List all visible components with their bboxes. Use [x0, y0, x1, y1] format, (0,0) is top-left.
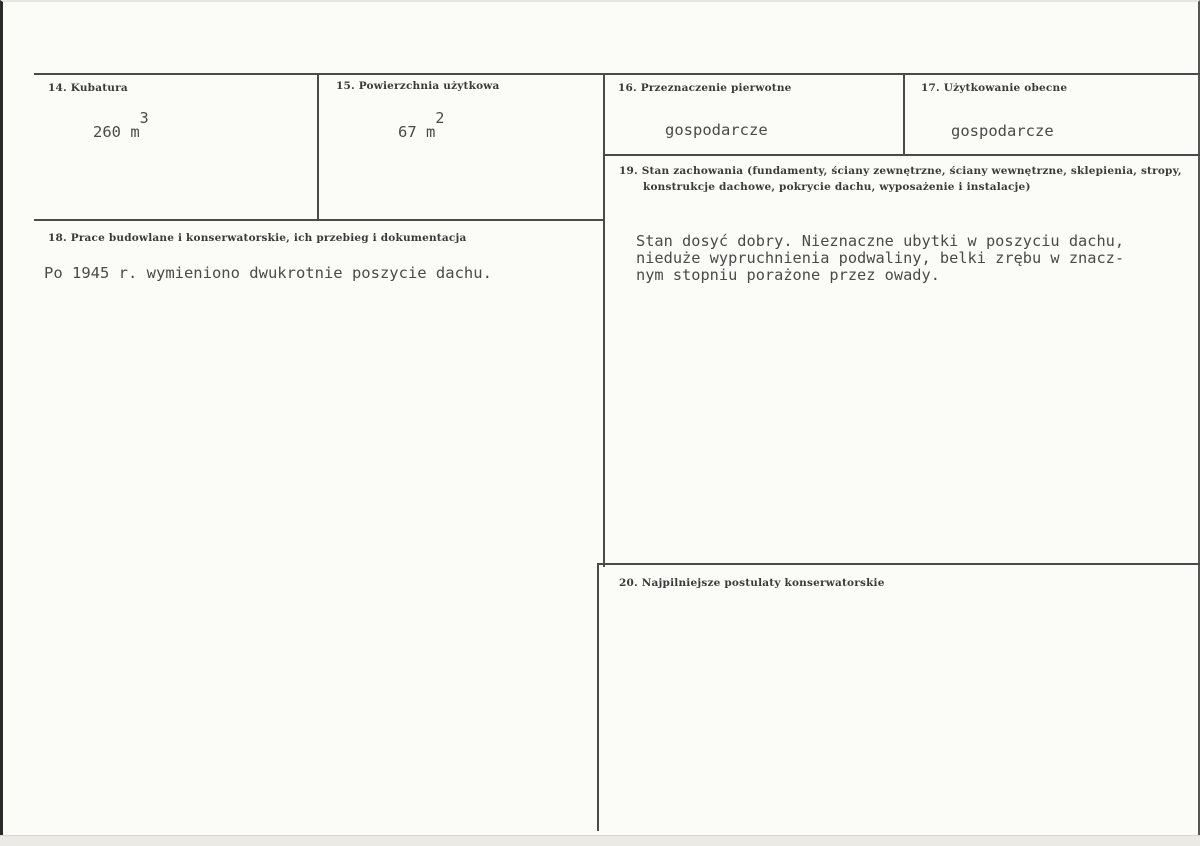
field-16-value: gospodarcze [665, 121, 768, 139]
rule-top [34, 73, 1200, 75]
field-19-line: Stan dosyć dobry. Nieznaczne ubytki w poszyciu dachu, [636, 232, 1125, 250]
field-18-label: 18. Prace budowlane i konserwatorskie, ich przebieg i dokumentacja [48, 232, 467, 244]
rule-mid-right [599, 563, 1200, 565]
field-19-line: nieduże wypruchnienia podwaliny, belki zrębu w znacz- [636, 249, 1125, 267]
divider-left-right-lower [597, 563, 599, 831]
field-19-label-line1: 19. Stan zachowania (fundamenty, ściany zewnętrzne, ściany wewnętrzne, sklepienia, stropy, [619, 165, 1182, 177]
divider-14-15 [317, 73, 319, 221]
field-19-value [636, 233, 1124, 284]
rule-row1-left [34, 219, 604, 221]
field-17-label: 17. Użytkowanie obecne [921, 82, 1068, 94]
field-14-exponent: 3 [139, 109, 149, 127]
field-14-value [93, 109, 149, 141]
field-20-label: 20. Najpilniejsze postulaty konserwatorskie [619, 577, 885, 589]
divider-16-17 [903, 73, 905, 156]
field-15-value [398, 109, 445, 141]
field-14-number: 260 m [93, 123, 140, 141]
field-19-label-line2: konstrukcje dachowe, pokrycie dachu, wyposażenie i instalacje) [643, 181, 1031, 193]
field-14-label: 14. Kubatura [48, 82, 128, 94]
card-bottom-edge [0, 835, 1200, 846]
divider-15-16 [603, 73, 605, 567]
field-15-label: 15. Powierzchnia użytkowa [336, 80, 500, 92]
field-15-number: 67 m [398, 123, 436, 141]
field-17-value: gospodarcze [951, 122, 1054, 140]
field-19-line: nym stopniu porażone przez owady. [636, 266, 940, 284]
field-15-exponent: 2 [435, 109, 445, 127]
rule-row1-right [604, 154, 1200, 156]
field-18-value: Po 1945 r. wymieniono dwukrotnie poszycie dachu. [44, 264, 492, 282]
field-16-label: 16. Przeznaczenie pierwotne [618, 82, 792, 94]
